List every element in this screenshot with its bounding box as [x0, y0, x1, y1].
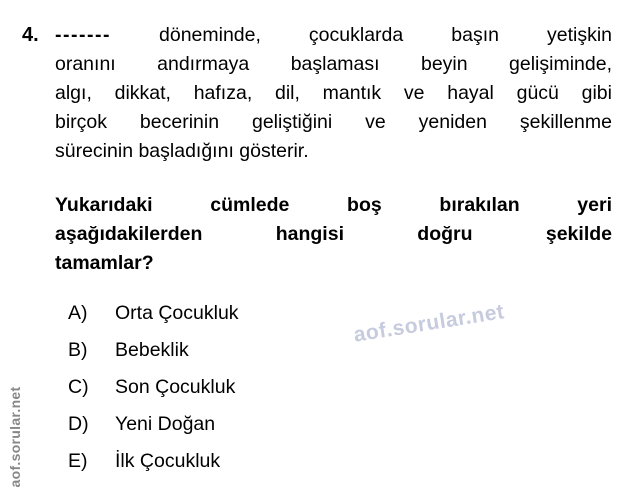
question-body-line-1 [55, 21, 612, 50]
option-row-a [68, 299, 239, 328]
question-body-line-1-text: döneminde, çocuklarda başın yetişkin [159, 24, 613, 46]
option-row-b [68, 336, 239, 365]
question-prompt [55, 191, 612, 278]
question-body [55, 21, 612, 166]
question-prompt-line-1: Yukarıdaki cümlede boş bırakılan yeri [55, 194, 612, 216]
option-letter-c: C) [68, 376, 89, 398]
option-letter-b: B) [68, 339, 88, 361]
option-text-e: İlk Çocukluk [115, 450, 221, 472]
option-letter-a: A) [68, 302, 88, 324]
watermark-diagonal: aof.sorular.net [352, 300, 506, 347]
option-text-b: Bebeklik [115, 339, 189, 361]
option-letter-d: D) [68, 413, 89, 435]
option-letter-e: E) [68, 450, 88, 472]
question-body-line-4: birçok becerinin geliştiğini ve yeniden şekillenme [55, 111, 612, 133]
question-number: 4. [22, 24, 39, 46]
option-text-d: Yeni Doğan [115, 413, 216, 435]
option-row-d [68, 410, 239, 439]
option-text-a: Orta Çocukluk [115, 302, 239, 324]
option-row-c [68, 373, 239, 402]
question-body-line-3: algı, dikkat, hafıza, dil, mantık ve hayal gücü gibi [55, 82, 612, 104]
question-prompt-line-3: tamamlar? [55, 252, 154, 274]
watermark-vertical-left: aof.sorular.net [7, 386, 23, 488]
question-prompt-line-2: aşağıdakilerden hangisi doğru şekilde [55, 223, 612, 245]
option-text-c: Son Çocukluk [115, 376, 236, 398]
options-list [68, 299, 239, 484]
option-row-e [68, 447, 239, 476]
question-body-line-2: oranını andırmaya başlaması beyin gelişiminde, [55, 53, 612, 75]
question-body-line-5: sürecinin başladığını gösterir. [55, 140, 309, 162]
blank-dashes: ------- [55, 24, 111, 46]
